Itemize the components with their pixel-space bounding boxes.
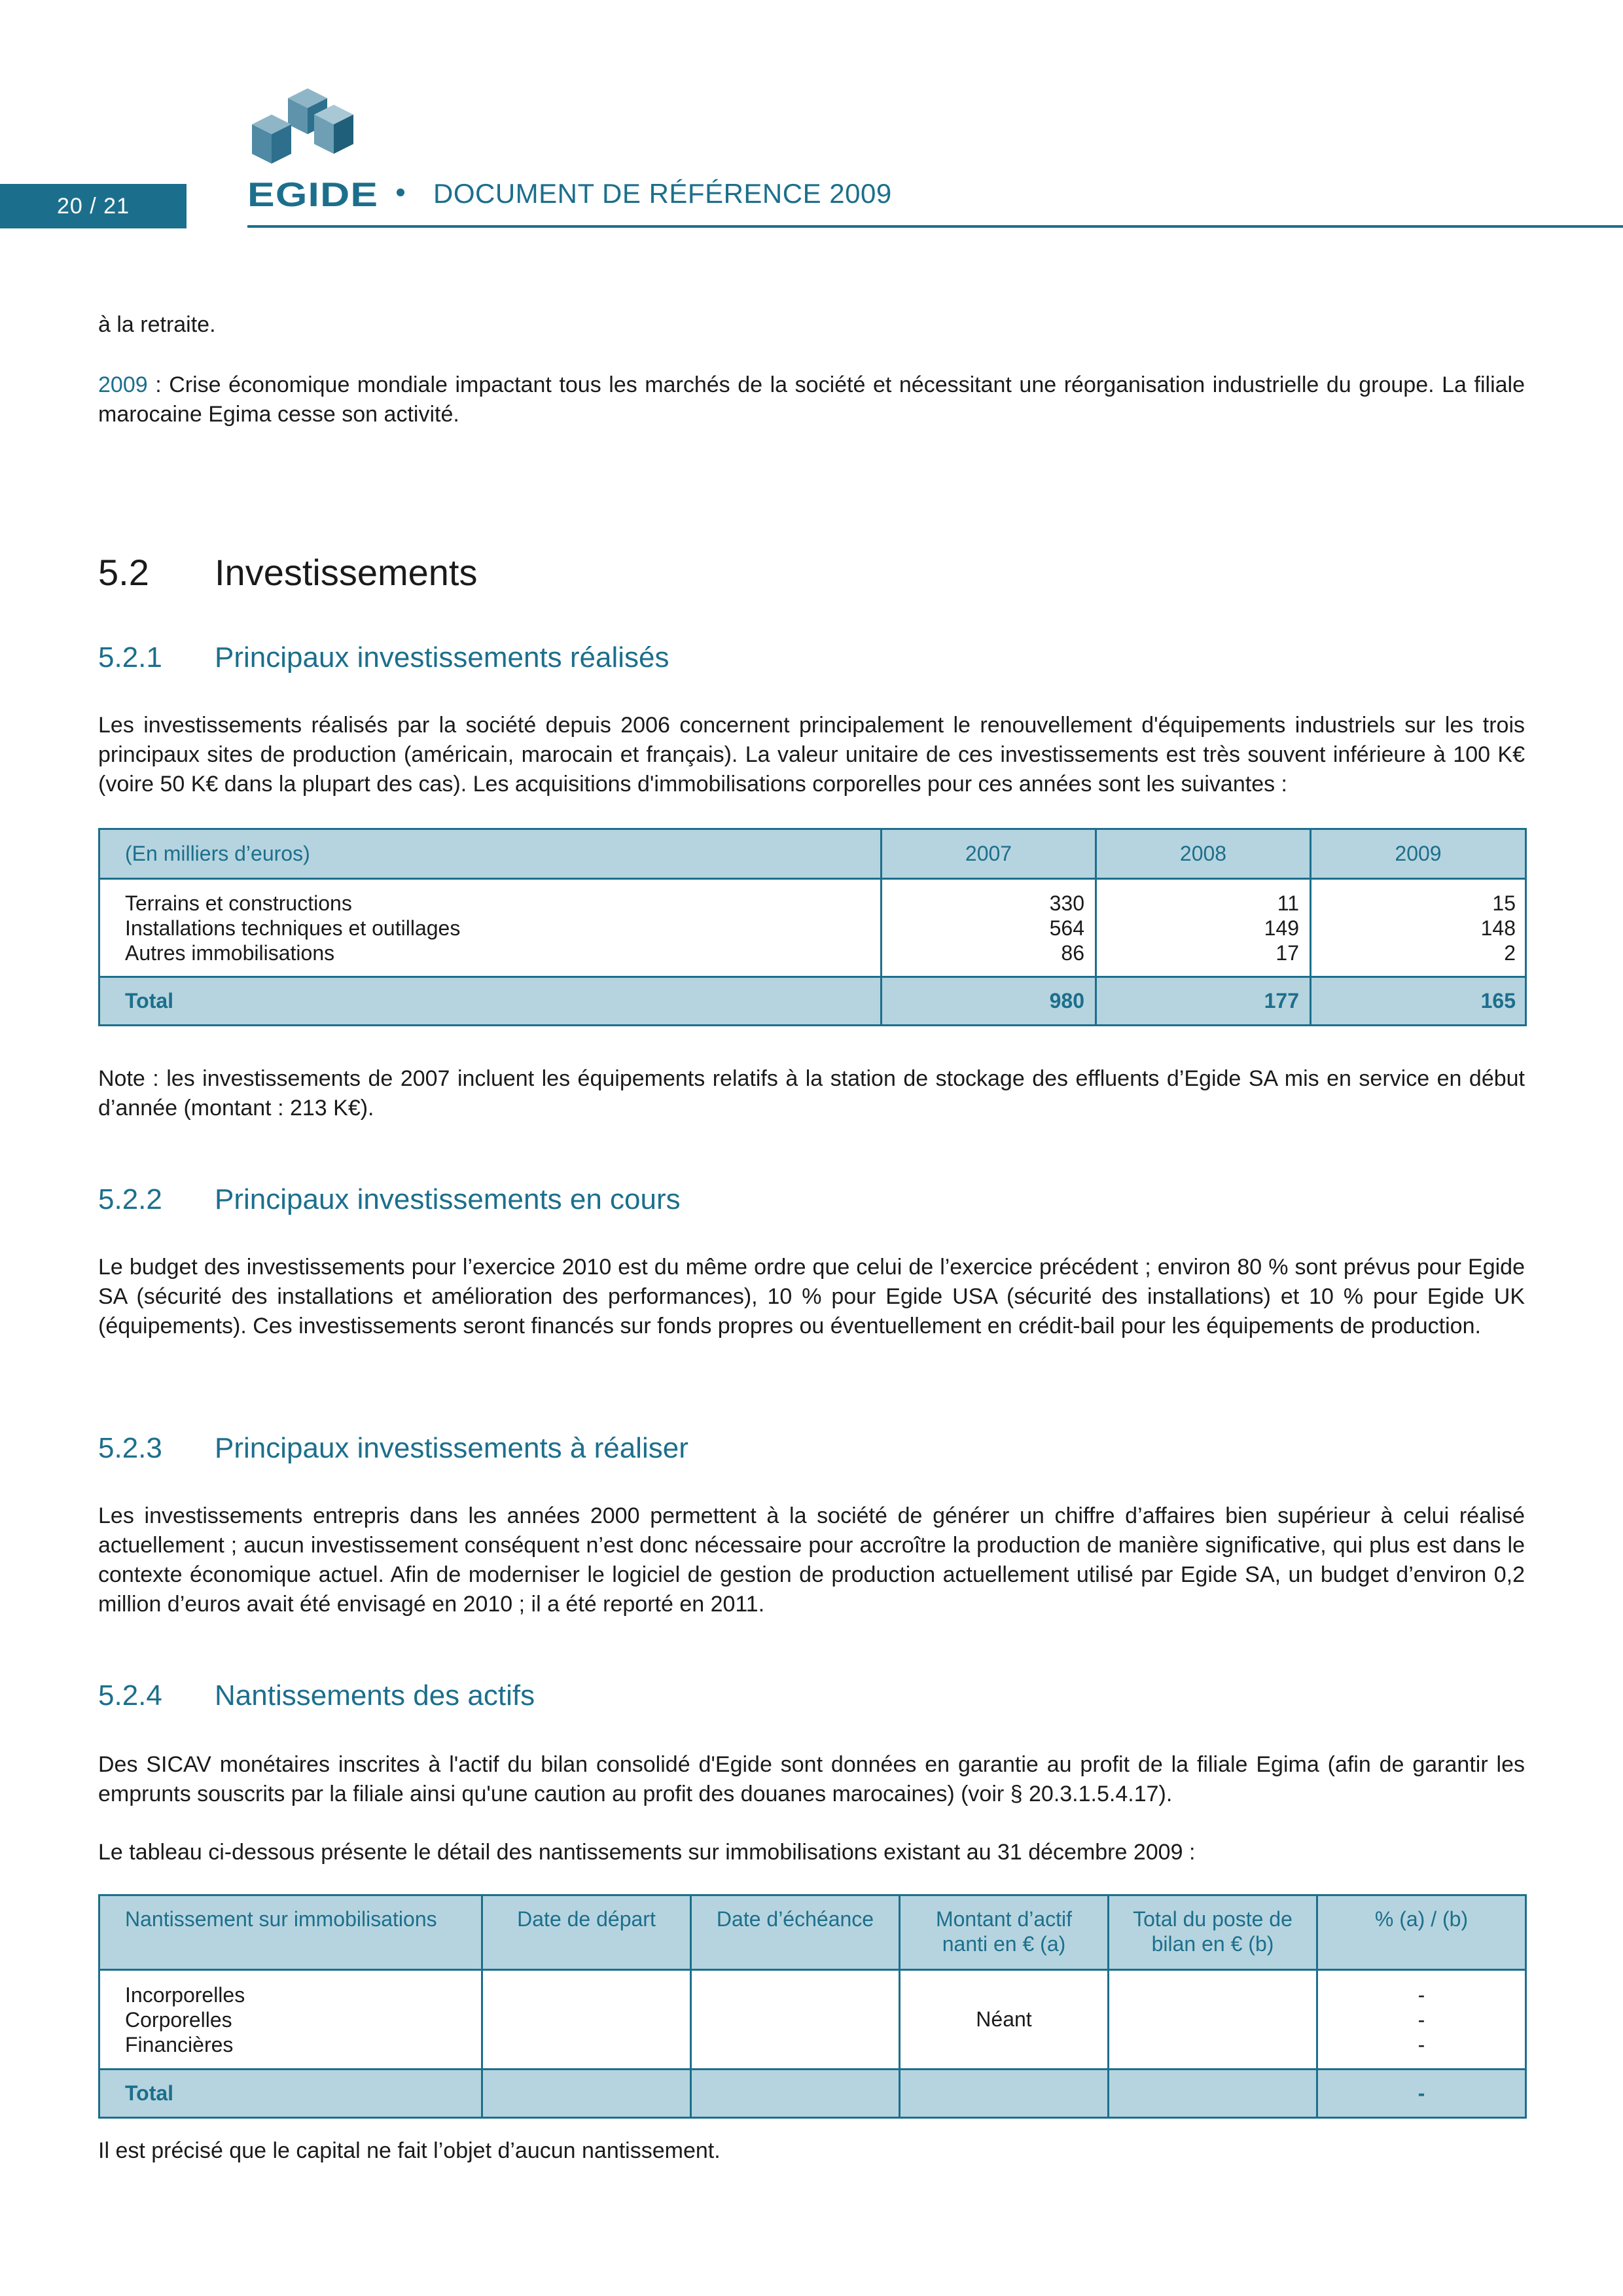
table1-value: 2 — [1504, 941, 1516, 965]
table1-value: 15 — [1492, 891, 1516, 915]
table1-total-label: Total — [99, 977, 882, 1026]
section-5-2-4-body: Des SICAV monétaires inscrites à l'actif du bilan consolidé d'Egide sont données en garantie au profit de la filiale Egima (afin de garantir les emprunts souscrits par la filiale ainsi qu'une caution au profit des douanes marocaines) (voir § 20.3.1.5.4.17). — [98, 1752, 1525, 1806]
table1-value: 148 — [1480, 916, 1516, 940]
table1-value: 330 — [1049, 891, 1084, 915]
table2-pct: - — [1418, 1982, 1425, 2007]
table1-value: 17 — [1275, 941, 1299, 965]
table2-header: Montant d’actif nanti en € (a) — [900, 1895, 1109, 1970]
table2-total-pct: - — [1317, 2070, 1526, 2118]
intro-2009 — [98, 370, 1525, 429]
section-5-2-4-intro-table: Le tableau ci-dessous présente le détail des nantissements sur immobilisations existant au 31 décembre 2009 : — [98, 1840, 1196, 1865]
table1-row-label: Autres immobilisations — [125, 941, 335, 965]
section-heading-5-2-4: 5.2.4 Nantissements des actifs — [98, 1679, 535, 1712]
table2-row-label: Financières — [125, 2032, 234, 2056]
table2-row-label: Incorporelles — [125, 1982, 245, 2007]
table2-total-label: Total — [99, 2070, 482, 2118]
header-divider — [247, 225, 1623, 228]
intro-line: à la retraite. — [98, 312, 216, 337]
section-5-2-3-body: Les investissements entrepris dans les années 2000 permettent à la société de générer un chiffre d’affaires bien supérieur à celui réalisé actuellement ; aucun investissement conséquent n’est donc nécessaire pour accroître la production de manière significative, qui plus est dans le contexte économique actuel. Afin de moderniser le logiciel de gestion de production actuellement utilisé par Egide SA, un budget d’environ 0,2 million d’euros avait été envisagé en 2010 ; il a été reporté en 2011. — [98, 1503, 1525, 1617]
table2-header: Date de départ — [482, 1895, 691, 1970]
table1-note: Note : les investissements de 2007 incluent les équipements relatifs à la station de stockage des effluents d’Egide SA mis en service en début d’année (montant : 213 K€). — [98, 1066, 1525, 1121]
year-text: : Crise économique mondiale impactant tous les marchés de la société et nécessitant une réorganisation industrielle du groupe. La filiale marocaine Egima cesse son activité. — [98, 372, 1525, 427]
section-5-2-2-body: Le budget des investissements pour l’exercice 2010 est du même ordre que celui de l’exercice précédent ; environ 80 % sont prévus pour Egide SA (sécurité des installations et amélioration des performances), 10 % pour Egide USA (sécurité des installations) et 10 % pour Egide UK (équipements). Ces investissements seront financés sur fonds propres ou éventuellement en crédit-bail pour les équipements de production. — [98, 1255, 1525, 1338]
table2-row-label: Corporelles — [125, 2007, 232, 2032]
table1-total-value: 177 — [1096, 977, 1311, 1026]
table1-value: 86 — [1061, 941, 1084, 965]
table-row — [99, 879, 1526, 977]
intro-text — [98, 310, 1525, 340]
section-heading-5-2-2: 5.2.2 Principaux investissements en cours — [98, 1183, 681, 1215]
table2-pct: - — [1418, 2032, 1425, 2056]
table2-header: Total du poste de bilan en € (b) — [1109, 1895, 1317, 1970]
document-title: DOCUMENT DE RÉFÉRENCE 2009 — [433, 178, 892, 209]
table1-row-label: Terrains et constructions — [125, 891, 352, 915]
closing-statement: Il est précisé que le capital ne fait l’objet d’aucun nantissement. — [98, 2138, 721, 2163]
table1-value: 149 — [1264, 916, 1299, 940]
pledges-table — [98, 1894, 1527, 2119]
table1-total-value: 980 — [882, 977, 1096, 1026]
page-number-tab: 20 / 21 — [0, 184, 187, 228]
table-row — [99, 1970, 1526, 2070]
table1-total-value: 165 — [1311, 977, 1526, 1026]
section-5-2-1-body: Les investissements réalisés par la société depuis 2006 concernent principalement le renouvellement d'équipements industriels sur les trois principaux sites de production (américain, marocain et français). La valeur unitaire de ces investissements est très souvent inférieure à 100 K€ (voire 50 K€ dans la plupart des cas). Les acquisitions d'immobilisations corporelles pour ces années sont les suivantes : — [98, 713, 1525, 797]
table1-header-2008: 2008 — [1096, 829, 1311, 879]
table2-montant: Néant — [900, 1970, 1109, 2070]
table1-header-2007: 2007 — [882, 829, 1096, 879]
year-label: 2009 — [98, 372, 148, 397]
table1-value: 564 — [1049, 916, 1084, 940]
table1-header-2009: 2009 — [1311, 829, 1526, 879]
section-heading-5-2: 5.2 Investissements — [98, 552, 478, 593]
investments-table — [98, 828, 1527, 1026]
table2-header: Date d’échéance — [691, 1895, 900, 1970]
table1-header-unit: (En milliers d’euros) — [99, 829, 882, 879]
table1-row-label: Installations techniques et outillages — [125, 916, 461, 940]
table2-pct: - — [1418, 2007, 1425, 2032]
section-heading-5-2-3: 5.2.3 Principaux investissements à réaliser — [98, 1432, 688, 1464]
table1-value: 11 — [1277, 891, 1299, 915]
header-bullet — [397, 188, 404, 196]
table2-total-row — [99, 2070, 1526, 2118]
logo-wordmark: EGIDE — [247, 176, 379, 214]
table2-header: Nantissement sur immobilisations — [99, 1895, 482, 1970]
table2-header: % (a) / (b) — [1317, 1895, 1526, 1970]
section-heading-5-2-1: 5.2.1 Principaux investissements réalisés — [98, 641, 669, 673]
table1-total-row — [99, 977, 1526, 1026]
